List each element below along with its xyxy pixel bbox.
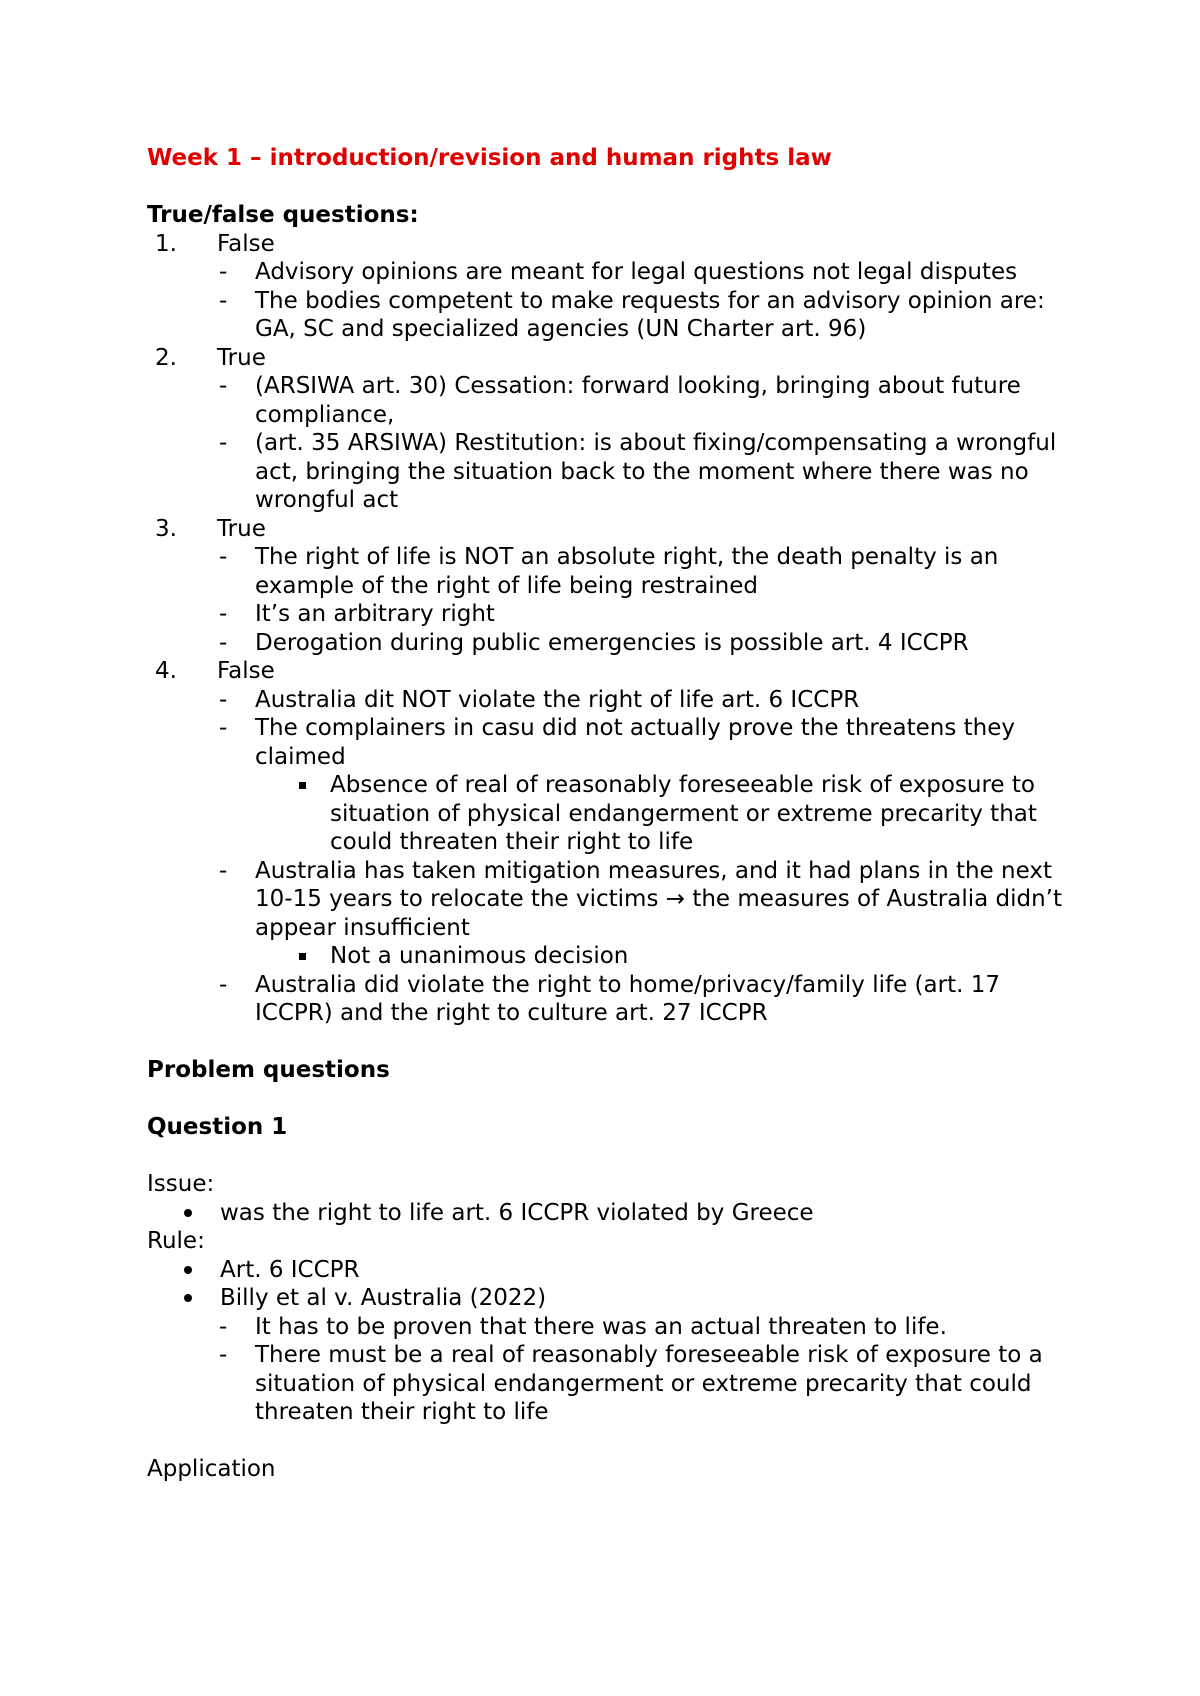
round-bullet-icon (184, 1294, 192, 1302)
list-item (147, 714, 1077, 771)
list-item (147, 686, 1077, 715)
list-item-text: There must be a real of reasonably foreseeable risk of exposure to a situation of physical endangerment or extreme precarity that could threaten their right to life (255, 1342, 1043, 1425)
bullet-item-text: Art. 6 ICCPR (220, 1256, 360, 1283)
tf-item-4 (147, 657, 1077, 686)
tf-answer: False (217, 230, 275, 257)
round-bullet-icon (184, 1209, 192, 1217)
list-item-text: Australia did violate the right to home/privacy/family life (art. 17 ICCPR) and the right to culture art. 27 ICCPR (255, 971, 1000, 1026)
dash-marker: - (219, 1342, 228, 1368)
dash-marker: - (219, 971, 228, 998)
list-item-text: The complainers in casu did not actually prove the threatens they claimed (255, 715, 1015, 770)
sub-list-item (147, 771, 1077, 857)
list-item-text: (ARSIWA art. 30) Cessation: forward looking, bringing about future compliance, (255, 373, 1021, 428)
dash-marker: - (219, 857, 228, 884)
list-item-text: Advisory opinions are meant for legal questions not legal disputes (255, 259, 1018, 285)
list-item-text: The right of life is NOT an absolute right, the death penalty is an example of the right of life being restrained (255, 544, 999, 599)
list-item-text: Derogation during public emergencies is possible art. 4 ICCPR (255, 629, 969, 656)
document-content (147, 144, 1077, 1484)
tf-item-3 (147, 515, 1077, 544)
list-item (147, 287, 1077, 344)
list-item (147, 372, 1077, 429)
list-item (147, 971, 1077, 1028)
application-label: Application (147, 1456, 276, 1482)
issue-label: Issue: (147, 1171, 215, 1197)
list-item-text: It’s an arbitrary right (255, 601, 495, 627)
list-item-text: (art. 35 ARSIWA) Restitution: is about fixing/compensating a wrongful act, bringing the situation back to the moment where there was no wrongful act (255, 430, 1057, 513)
page-title: Week 1 – introduction/revision and human rights law (147, 145, 832, 171)
bullet-item-text: was the right to life art. 6 ICCPR violated by Greece (220, 1199, 814, 1226)
list-item (147, 258, 1077, 287)
round-bullet-icon (184, 1266, 192, 1274)
item-number: 1. (155, 230, 177, 257)
rule-label: Rule: (147, 1228, 205, 1254)
list-item-text: The bodies competent to make requests for an advisory opinion are: GA, SC and specialized agencies (UN Charter art. 96) (255, 287, 1045, 342)
sub-list-item (147, 942, 1077, 971)
item-number: 3. (155, 515, 177, 542)
square-bullet-icon (299, 782, 306, 789)
tf-answer: False (217, 658, 275, 684)
list-item (147, 629, 1077, 658)
list-item (147, 543, 1077, 600)
list-item-text: Australia has taken mitigation measures, and it had plans in the next 10-15 years to relocate the victims → the measures of Australia didn’t appear insufficient (255, 857, 1063, 941)
tf-answer: True (217, 344, 266, 371)
list-item (147, 600, 1077, 629)
dash-marker: - (219, 373, 228, 399)
dash-marker: - (219, 629, 228, 656)
list-item-text: Australia dit NOT violate the right of life art. 6 ICCPR (255, 686, 860, 713)
list-item (147, 429, 1077, 515)
sub-list-item-text: Absence of real of reasonably foreseeable risk of exposure to situation of physical endangerment or extreme precarity that could threaten their right to life (330, 772, 1037, 855)
list-item-text: It has to be proven that there was an actual threaten to life. (255, 1313, 947, 1340)
item-number: 4. (155, 658, 177, 684)
bullet-item-text: Billy et al v. Australia (2022) (220, 1285, 547, 1311)
dash-marker: - (219, 1313, 228, 1340)
list-item (147, 1313, 1077, 1342)
tf-answer: True (217, 515, 266, 542)
list-item (147, 857, 1077, 943)
square-bullet-icon (299, 953, 306, 960)
dash-marker: - (219, 287, 228, 314)
list-item (147, 1341, 1077, 1427)
dash-marker: - (219, 544, 228, 570)
dash-marker: - (219, 259, 228, 285)
dash-marker: - (219, 430, 228, 456)
sub-list-item-text: Not a unanimous decision (330, 943, 629, 969)
tf-heading: True/false questions: (147, 202, 419, 228)
dash-marker: - (219, 715, 228, 741)
tf-item-2 (147, 344, 1077, 373)
dash-marker: - (219, 686, 228, 713)
bullet-item (147, 1199, 1077, 1228)
bullet-item (147, 1256, 1077, 1285)
bullet-item (147, 1284, 1077, 1313)
problem-questions-heading: Problem questions (147, 1057, 390, 1083)
item-number: 2. (155, 344, 177, 371)
dash-marker: - (219, 601, 228, 627)
tf-item-1 (147, 230, 1077, 259)
question-1-heading: Question 1 (147, 1114, 288, 1140)
